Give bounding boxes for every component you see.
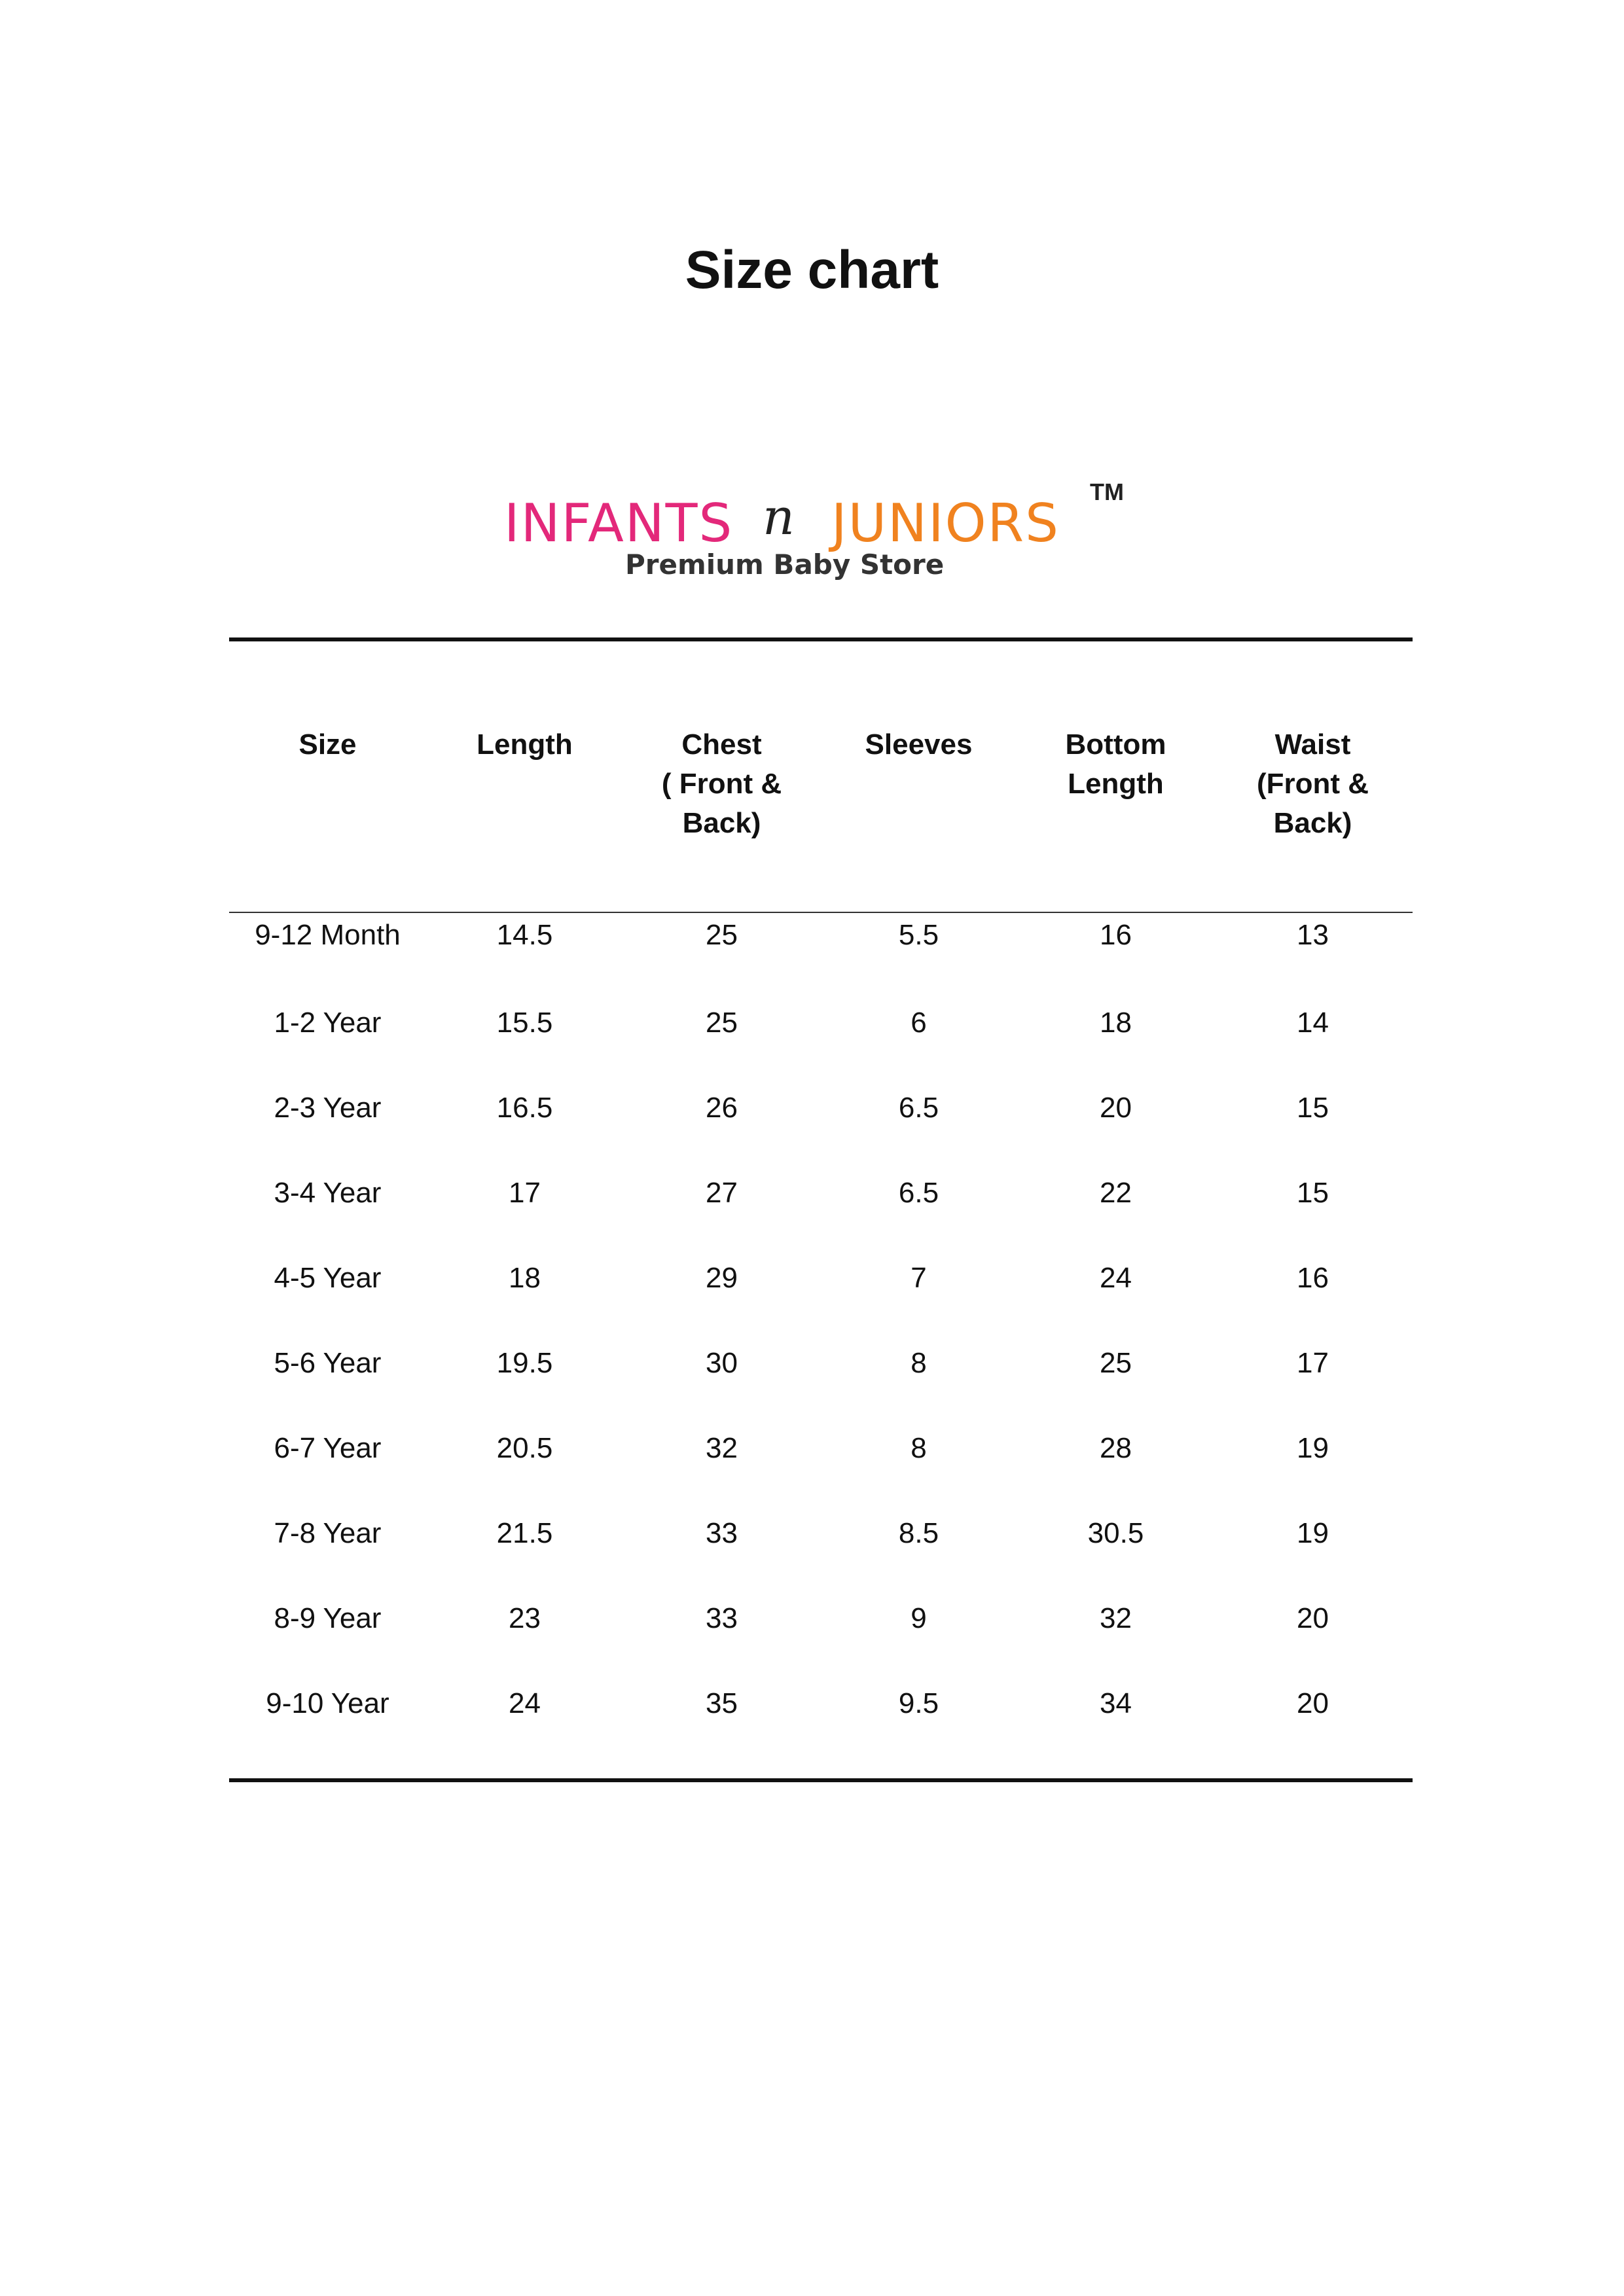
logo-brand-part2: JUNIORS [831,493,1060,554]
measurement-cell: 16 [1100,919,1132,951]
table-row [229,1429,1413,1468]
measurement-cell: 35 [706,1687,738,1719]
table-row [229,1174,1413,1213]
measurement-cell: 6.5 [898,1092,939,1124]
logo-tagline: Premium Baby Store [625,548,945,581]
store-logo [497,478,1139,589]
measurement-cell: 19 [1297,1517,1329,1549]
size-label-cell: 9-10 Year [266,1687,389,1719]
measurement-cell: 9.5 [898,1687,939,1719]
size-label-cell: 5-6 Year [274,1347,382,1379]
measurement-cell: 7 [911,1262,927,1294]
column-header-length: Length [477,728,573,761]
table-row [229,1259,1413,1298]
size-label-cell: 9-12 Month [255,919,401,951]
measurement-cell: 20 [1100,1092,1132,1124]
measurement-cell: 6.5 [898,1177,939,1209]
measurement-cell: 28 [1100,1432,1132,1464]
measurement-cell: 14 [1297,1007,1329,1039]
measurement-cell: 8 [911,1347,927,1379]
measurement-cell: 23 [509,1602,541,1634]
size-label-cell: 3-4 Year [274,1177,382,1209]
measurement-cell: 15.5 [496,1007,553,1039]
size-label-cell: 1-2 Year [274,1007,382,1039]
measurement-cell: 14.5 [496,919,553,951]
measurement-cell: 15 [1297,1177,1329,1209]
logo-trademark: TM [1090,478,1124,505]
column-header-bottom-length: Bottom Length [1065,728,1166,800]
column-header-waist: Waist (Front & Back) [1256,728,1369,839]
table-top-rule [229,637,1413,641]
measurement-cell: 30.5 [1087,1517,1144,1549]
table-row [229,1003,1413,1043]
size-label-cell: 4-5 Year [274,1262,382,1294]
size-label-cell: 2-3 Year [274,1092,382,1124]
measurement-cell: 22 [1100,1177,1132,1209]
size-label-cell: 6-7 Year [274,1432,382,1464]
measurement-cell: 5.5 [898,919,939,951]
page-title: Size chart [685,240,939,300]
measurement-cell: 8 [911,1432,927,1464]
measurement-cell: 25 [706,1007,738,1039]
table-row [229,1088,1413,1128]
table-row [229,1514,1413,1553]
measurement-cell: 34 [1100,1687,1132,1719]
measurement-cell: 18 [509,1262,541,1294]
logo-brand-connector: n [763,488,795,546]
column-header-chest: Chest ( Front & Back) [661,728,782,839]
measurement-cell: 19 [1297,1432,1329,1464]
measurement-cell: 20 [1297,1687,1329,1719]
measurement-cell: 24 [1100,1262,1132,1294]
measurement-cell: 24 [509,1687,541,1719]
measurement-cell: 9 [911,1602,927,1634]
measurement-cell: 17 [1297,1347,1329,1379]
measurement-cell: 16.5 [496,1092,553,1124]
size-label-cell: 7-8 Year [274,1517,382,1549]
measurement-cell: 18 [1100,1007,1132,1039]
size-label-cell: 8-9 Year [274,1602,382,1634]
header-divider [229,912,1413,913]
column-header-size: Size [298,728,357,761]
measurement-cell: 32 [706,1432,738,1464]
measurement-cell: 25 [706,919,738,951]
table-row [229,1599,1413,1638]
measurement-cell: 27 [706,1177,738,1209]
table-row [229,916,1413,955]
measurement-cell: 20.5 [496,1432,553,1464]
measurement-cell: 26 [706,1092,738,1124]
measurement-cell: 17 [509,1177,541,1209]
column-header-sleeves: Sleeves [865,728,973,761]
measurement-cell: 32 [1100,1602,1132,1634]
measurement-cell: 33 [706,1602,738,1634]
measurement-cell: 19.5 [496,1347,553,1379]
measurement-cell: 13 [1297,919,1329,951]
table-row [229,1684,1413,1723]
measurement-cell: 30 [706,1347,738,1379]
measurement-cell: 20 [1297,1602,1329,1634]
table-row [229,1344,1413,1383]
measurement-cell: 25 [1100,1347,1132,1379]
measurement-cell: 33 [706,1517,738,1549]
measurement-cell: 8.5 [898,1517,939,1549]
table-bottom-rule [229,1778,1413,1782]
measurement-cell: 21.5 [496,1517,553,1549]
logo-brand-part1: INFANTS [504,493,734,554]
measurement-cell: 29 [706,1262,738,1294]
measurement-cell: 16 [1297,1262,1329,1294]
measurement-cell: 15 [1297,1092,1329,1124]
measurement-cell: 6 [911,1007,927,1039]
